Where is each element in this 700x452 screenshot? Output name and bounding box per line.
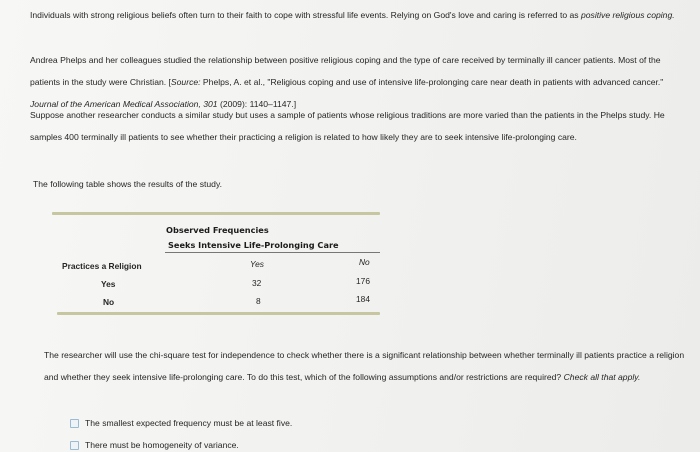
study-text-after: (2009): 1140–1147.] bbox=[217, 99, 297, 109]
study-text-mid: Phelps, A. et al., "Religious coping and use of intensive life-prolonging care near death in patients with advanced cancer." bbox=[200, 77, 664, 87]
option-label: The smallest expected frequency must be at least five. bbox=[85, 418, 293, 428]
table-header-rule bbox=[165, 252, 380, 253]
study-text-before: Andrea Phelps and her colleagues studied the relationship between positive religious coping and the type of care received by terminally ill cancer patients. Most of the patients in the study were Christian. [ bbox=[30, 55, 661, 87]
table-top-rule bbox=[52, 212, 380, 215]
table-cell-no-no: 184 bbox=[356, 294, 370, 304]
question-instruction: Check all that apply. bbox=[563, 372, 641, 382]
table-title: Observed Frequencies bbox=[166, 225, 269, 235]
table-col-header-yes: Yes bbox=[250, 259, 264, 269]
table-intro: The following table shows the results of the study. bbox=[33, 179, 223, 189]
intro-text: Individuals with strong religious beliefs often turn to their faith to cope with stressful life events. Relying on God's love and caring is referred to as bbox=[30, 10, 581, 20]
option-homogeneity-of-variance[interactable] bbox=[70, 440, 239, 450]
intro-term: positive religious coping. bbox=[580, 10, 675, 20]
option-smallest-expected-frequency[interactable] bbox=[70, 418, 292, 428]
option-label: There must be homogeneity of variance. bbox=[85, 440, 239, 450]
table-col-header-no: No bbox=[359, 257, 370, 267]
intro-paragraph bbox=[30, 4, 680, 26]
table-cell-yes-no: 176 bbox=[356, 276, 370, 286]
table-cell-no-yes: 8 bbox=[256, 296, 261, 306]
option-checkbox[interactable] bbox=[70, 419, 79, 428]
question-paragraph bbox=[44, 344, 689, 388]
table-subtitle: Seeks Intensive Life-Prolonging Care bbox=[168, 240, 339, 250]
table-row-label-no: No bbox=[103, 297, 115, 307]
table-row-header: Practices a Religion bbox=[62, 261, 142, 271]
study-source-label: Source: bbox=[170, 77, 201, 87]
option-checkbox[interactable] bbox=[70, 441, 79, 450]
table-row-label-yes: Yes bbox=[101, 279, 116, 289]
study-journal: Journal of the American Medical Association, 301 bbox=[30, 99, 218, 109]
question-text: The researcher will use the chi-square test for independence to check whether there is a significant relationship between whether terminally ill patients practice a religion and whether they seek intensive life-prolonging care. To do this test, which of the following assumptions and/or restrictions are required? bbox=[44, 350, 685, 382]
table-cell-yes-yes: 32 bbox=[252, 278, 262, 288]
scenario-paragraph: Suppose another researcher conducts a similar study but uses a sample of patients whose religious traditions are more varied than the patients in the Phelps study. He samples 400 terminally ill patients to see whether their practicing a religion is related to how likely they are to seek intensive life-prolonging care. bbox=[30, 110, 665, 142]
table-bottom-rule bbox=[57, 312, 380, 315]
